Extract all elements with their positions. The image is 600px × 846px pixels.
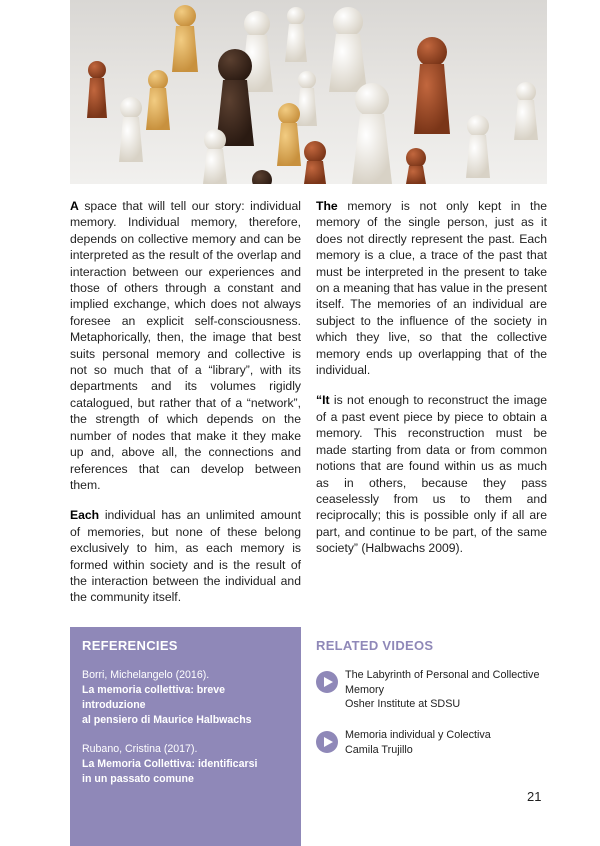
reference-title-line: La memoria collettiva: breve introduzione (82, 684, 226, 711)
pawn (514, 82, 538, 140)
left-text-column (70, 198, 301, 620)
video-link[interactable] (316, 728, 548, 757)
pawn (119, 97, 143, 162)
pawn (285, 7, 307, 62)
pawn (241, 11, 273, 92)
related-videos-title: RELATED VIDEOS (316, 638, 434, 653)
pawn (414, 37, 450, 134)
pawn (252, 170, 272, 184)
pawn (304, 141, 326, 184)
pawn (297, 71, 317, 126)
reference-title-line: in un passato comune (82, 773, 194, 785)
paragraph (70, 507, 301, 605)
pawn (277, 103, 301, 166)
pawn (146, 70, 170, 130)
lead-word: Each (70, 508, 100, 523)
pawn (329, 7, 367, 92)
page-number: 21 (527, 789, 542, 804)
paragraph-text: is not enough to reconstruct the image of a past event piece by piece to obtain a memory. This reconstruction must be made starting from data or from common notions that are found within us as much as in others, because they pass ceaselessly from us to them and reciprocally; this is possible only if all are part, and continue to be part, of the same society” (Halbwachs 2009). (316, 393, 547, 556)
paragraph (316, 198, 547, 378)
paragraph-text: memory is not only kept in the memory of the single person, just as it does not directly represent the past. Each memory is a clue, a trace of the past that must be interpreted in the present to take on a meaning that has value in the present itself. The memories of an individual are subject to the influence of the society in which they live, so that the collective memory ends up overlapping that of the individual. (316, 199, 547, 378)
pawn (87, 61, 107, 118)
lead-word: A (70, 199, 79, 213)
paragraph (70, 198, 301, 493)
pawns-illustration (70, 0, 547, 184)
video-title-line: The Labyrinth of Personal and Collective (345, 669, 540, 681)
video-source: Osher Institute at SDSU (345, 698, 461, 710)
reference-item[interactable] (82, 668, 289, 728)
video-title-line: Memoria individual y Colectiva (345, 729, 491, 741)
video-source: Camila Trujillo (345, 743, 413, 756)
video-title-line: Memory (345, 683, 384, 696)
reference-author: Rubano, Cristina (2017). (82, 743, 198, 755)
quote-paragraph (316, 392, 547, 556)
right-text-column (316, 198, 547, 571)
lead-word: The (316, 199, 338, 213)
references-title: REFERENCIES (82, 638, 178, 653)
paragraph-text: space that will tell our story: individual memory. Individual memory, therefore, depends on collective memory and can be interpreted as the result of the overlap and interaction between our experiences and those of others through a constant and implied exchange, which does not always foresee an explicit self-consciousness. Metaphorically, then, the image that best suits personal memory and collective is not so much that of a “library”, with its departments and its volumes rigidly catalogued, but rather that of a “network”, the strength of which depends on the number of nodes that make it they make up and, above all, the connections and references that can develop between them. (70, 199, 301, 492)
video-text (345, 728, 491, 757)
video-text (345, 668, 539, 712)
play-icon[interactable] (316, 671, 338, 693)
play-icon[interactable] (316, 731, 338, 753)
reference-title-line: al pensiero di Maurice Halbwachs (82, 714, 252, 726)
references-box (70, 627, 301, 846)
video-link[interactable] (316, 668, 548, 712)
pawn (406, 148, 426, 184)
reference-author: Borri, Michelangelo (2016). (82, 669, 210, 681)
reference-title-line: La Memoria Collettiva: identificarsi (82, 758, 258, 770)
pawn (352, 83, 392, 184)
paragraph-text: individual has an unlimited amount of memories, but none of these belong exclusively to him, as each memory is formed within society and is the result of the interaction between the individual and the community itself. (70, 508, 301, 605)
pawn (172, 5, 198, 72)
pawn (466, 115, 490, 178)
pawn (203, 129, 227, 184)
lead-word: “It (316, 393, 330, 408)
reference-item[interactable] (82, 742, 289, 787)
wooden-pawns-photo (70, 0, 547, 184)
